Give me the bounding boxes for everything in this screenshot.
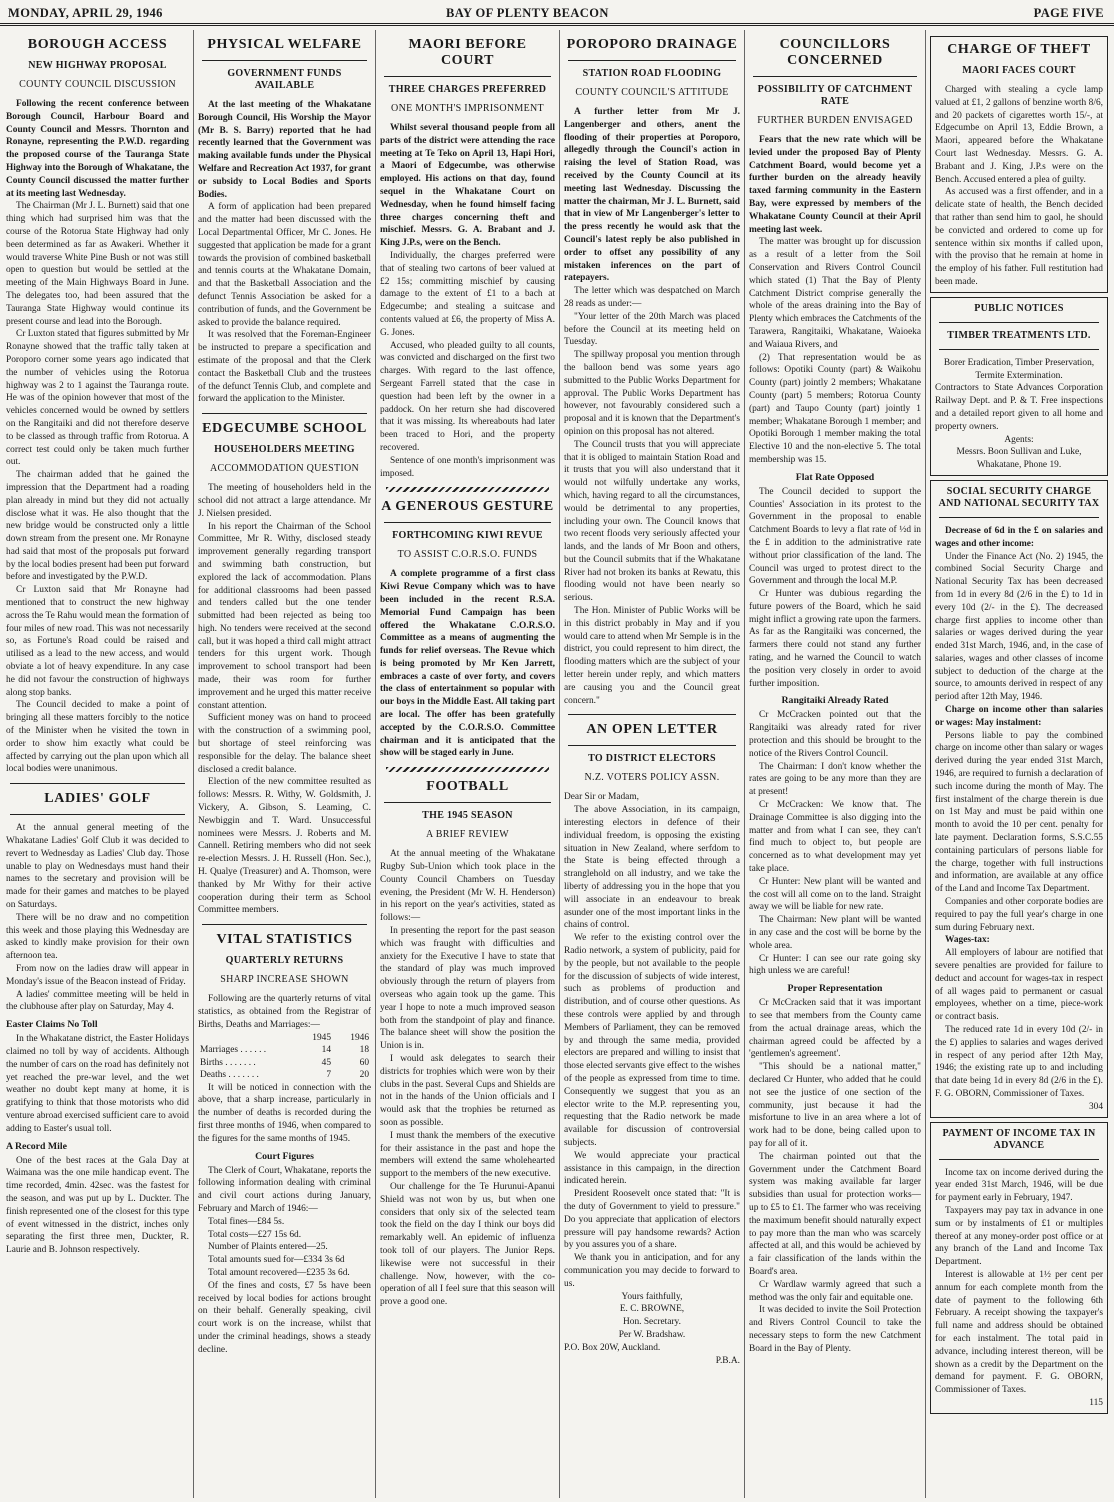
article-divider — [568, 745, 736, 746]
article-section-heading: Proper Representation — [787, 983, 883, 995]
article-headline: EDGECUMBE SCHOOL — [202, 421, 367, 437]
notice-paragraph: All employers of labour are notified that severe penalties are provided for failure to deduct and account for wages-tax in respect of all wages paid to permanent or casual employees, whether on a time, piece-work or contract basis. — [935, 948, 1103, 1023]
page-masthead — [0, 0, 1114, 26]
article-divider — [386, 487, 549, 492]
article-paragraph: The letter which was despatched on March 28 reads as under:— — [564, 286, 740, 309]
article-divider — [939, 517, 1099, 518]
article-paragraph: The Chairman: I don't know whether the rates are going to be any more than they are at present! — [749, 761, 921, 798]
article-paragraph: We would appreciate your practical assistance in this campaign, in the direction indicated herein. — [564, 1150, 740, 1187]
table-header-cell: 1945 — [312, 1032, 331, 1043]
article-lead: Fears that the new rate which will be levied under the proposed Bay of Plenty Catchment Board, would become yet a further burden on the already heavily taxed farming community in the Eastern Bay, were expressed by members of the Whakatane County Council at their April meeting last week. — [749, 135, 921, 235]
letter-signature: Per W. Bradshaw. — [618, 1329, 686, 1340]
article-lead: Following the recent conference between Borough Council, Harbour Board and County Council and Messrs. Thornton and Ronayne, representing the P.W.D. regarding the proposed course of the Tauranga State Highway into the Borough of Whakatane, the County Council discussed the matter further at its meeting last Wednesday. — [6, 99, 189, 199]
article-headline: BOROUGH ACCESS — [27, 37, 168, 52]
article-paragraph: "Your letter of the 20th March was placed before the Council at its meeting held on Tuesday. — [564, 311, 740, 348]
table-cell: 7 — [326, 1070, 331, 1081]
article-divider — [568, 714, 736, 715]
column-2 — [198, 32, 371, 1498]
table-cell: 18 — [359, 1045, 369, 1056]
notice-headline: PAYMENT OF INCOME TAX IN ADVANCE — [942, 1127, 1096, 1151]
advert-code: P.B.A. — [715, 1355, 740, 1366]
article-paragraph: Individually, the charges preferred were that of stealing two cartons of beer valued at £2 15s; committing mischief by causing damage to the extent of £1 to a bach at Edgecumbe; and stealing a suitcase and contents valued at £6, the property of Miss A. G. Jones. — [380, 250, 555, 338]
article-paragraph: Cr Luxton stated that figures submitted by Mr Ronayne showed that the traffic tally taken at Poroporo corner some years ago indicated that the number of vehicles using the Rotorua highway was 2 to 1 against the Tauranga route. He was of the opinion however that most of the vehicles concerned would be owned by settlers on the Rangitaiki and did not therefore deserve to be classed as through traffic from Rotorua. A correct test could only be taken much further out. — [6, 329, 189, 468]
article-paragraph: The Clerk of Court, Whakatane, reports the following information dealing with criminal and civil court actions during January, February and March of 1946:— — [198, 1165, 371, 1214]
article-divider — [202, 60, 367, 61]
column-rule — [744, 30, 745, 1498]
article-subheadline: NEW HIGHWAY PROPOSAL — [28, 60, 167, 71]
column-5 — [749, 32, 921, 1498]
article-headline: PHYSICAL WELFARE — [207, 37, 362, 52]
article-paragraph: From now on the ladies draw will appear in Monday's issue of the Beacon instead of Friday. — [6, 964, 189, 987]
article-paragraph: Election of the new committee resulted as follows: Messrs. R. Withy, W. Goldsmith, J. Vickery, A. Gibson, S. Leaming, C. Newbiggin and T. Ward. Unsuccessful nominees were Messrs. J. Roberts and M. Cannell. Retiring members who did not seek re-election Messrs. J. H. Russell (Hon. Sec.), H. Qualye (Treasurer) and A. Thomson, were thanked by Mr Withy for their active cooperation during their term as School Committee members. — [198, 777, 371, 916]
article-subheadline: THE 1945 SEASON — [422, 810, 513, 822]
table-cell: 20 — [359, 1070, 369, 1081]
article-paragraph: We refer to the existing control over the Radio network, a system of publicity, paid for by the people, but not available to the people for the discussion of subjects of wide interest, such as problems of production and distribution, and of course other questions. As these controls were applied by and through Members of Parliament, they can be removed by and through the same media, provided electors are prepared and willing to insist that those elected servants give effect to the wishes of the people as expressed from time to time. Consequently we suggest that you as an elector write to the M.P. representing you, requesting that the Radio network be made available for discussion of controversial subjects. — [564, 933, 740, 1148]
advert-text: Contractors to State Advances Corporation Railway Dept. and P. & T. Free inspections and a detailed report given to all home and property owners. — [935, 383, 1103, 432]
article-headline: Easter Claims No Toll — [6, 1019, 98, 1031]
article-paragraph: At the annual general meeting of the Whakatane Ladies' Golf Club it was decided to revert to Wednesday as Ladies' Club day. Those unable to play on Wednesdays must hand their names to the secretary and provision will be made for their games and matches to be played on Saturdays. — [6, 823, 189, 911]
advert-text: Borer Eradication, Timber Preservation, Termite Extermination. — [943, 357, 1095, 381]
article-paragraph: Total amounts sued for—£334 3s 6d — [208, 1255, 345, 1266]
article-section-heading: Flat Rate Opposed — [795, 471, 875, 483]
article-paragraph: Charged with stealing a cycle lamp valued at £1, 2 gallons of benzine worth 8/6, and 20 packets of cigarettes worth 15/-, at Edgecumbe on April 13, Eddie Brown, a Maori, appeared before the Whakatane Court last Wednesday. Messrs. G. A. Brabant and J. King, J.P.s were on the Bench. Accused entered a plea of guilty. — [935, 85, 1103, 185]
article-paragraph: Sufficient money was on hand to proceed with the construction of a swimming pool, but shortage of steel reinforcing was responsible for the delay. The balance sheet disclosed a credit balance. — [198, 713, 371, 775]
article-headline: MAORI BEFORE COURT — [408, 37, 527, 68]
article-subheadline: ONE MONTH'S IMPRISONMENT — [391, 103, 544, 114]
article-paragraph: I must thank the members of the executive for their assistance in the past and hope the members will extend the same wholehearted support to the members of the new executive. — [380, 1130, 555, 1180]
article-divider — [939, 322, 1099, 323]
article-paragraph: The Council trusts that you will appreciate that it is obliged to maintain Station Road and it trusts that you will also understand that it would not wilfully undertake any works, which, having regard to all the circumstances, would be detrimental to any properties, including your own. The Council knows that two recent floods very seriously affected your lands, and the lands of Mr Boon and others, but the Council submits that if the Whakatane River had not broken its banks at Rewatu, this flooding would not have been nearly so serious. — [564, 439, 740, 604]
table-row — [198, 1069, 371, 1082]
article-divider — [568, 60, 736, 61]
article-paragraph: Cr McCracken pointed out that the Rangitaiki was already rated for river protection and this should be brought to the notice of the Rivers Control Council. — [749, 710, 921, 759]
article-subheadline: STATION ROAD FLOODING — [582, 68, 722, 79]
issue-date: MONDAY, APRIL 29, 1946 — [8, 6, 163, 20]
vital-statistics-table — [198, 1032, 371, 1082]
article-paragraph: Of the fines and costs, £7 5s have been received by local bodies for actions brought on their behalf. Generally speaking, civil court work is on the increase, whilst that under the criminal headings, shows a steady decline. — [198, 1280, 371, 1355]
notice-paragraph: Under the Finance Act (No. 2) 1945, the combined Social Security Charge and National Security Tax has been decreased from 1d in every 8d (2/6 in the £) to 1d in every 10d (2/- in the £). The decreased charge first applies to income other than salaries or wages derived during the year ended 31st March, 1946, and, in the case of salaries, wages and other classes of income subject to deduction of the charge at the source, to amounts derived in respect of any period after 12th May, 1946. — [935, 551, 1103, 703]
article-paragraph: The matter was brought up for discussion as a result of a letter from the Soil Conservation and Rivers Control Council which stated (1) That the Bay of Plenty Catchment District comprise generally the whole of the areas draining into the Bay of Plenty which embraces the Catchments of the Tarawera, Rangitaiki, Whakatane, Waioeka and Waiaua Rivers, and — [749, 237, 921, 350]
article-paragraph: Cr Wardlaw warmly agreed that such a method was the only fair and equitable one. — [749, 1279, 921, 1303]
table-cell: Deaths . . . . . . . — [200, 1070, 259, 1081]
article-paragraph: The spillway proposal you mention through the balloon bend was some years ago submitted to the Public Works Department for approval. The Public Works Department has however, not favourably considered such a proposal and it is known that the Department's opinion on this proposal has not altered. — [564, 350, 740, 437]
table-cell: 45 — [321, 1057, 331, 1068]
column-rule — [375, 30, 376, 1498]
table-cell: 60 — [359, 1057, 369, 1068]
notice-box — [930, 36, 1108, 293]
article-paragraph: As accused was a first offender, and in a delicate state of health, the Bench decided that rather than send him to gaol, he should be convicted and ordered to come up for sentence within six months if called upon, with the proviso that he remain at home in the employ of his father. Full restitution had been made. — [935, 187, 1103, 287]
column-1 — [6, 32, 189, 1498]
article-subheadline: POSSIBILITY OF CATCHMENT RATE — [757, 84, 913, 107]
notice-box — [930, 297, 1108, 476]
notice-lead: Decrease of 6d in the £ on salaries and wages and other income: — [935, 525, 1103, 549]
article-subheadline: MAORI FACES COURT — [962, 65, 1076, 76]
article-paragraph: Cr McCracken said that it was important to see that members from the County came from the actual drainage areas, which the chairman agreed could be affected by a 'gentlemen's agreement'. — [749, 998, 921, 1060]
article-paragraph: "This should be a national matter," declared Cr Hunter, who added that he could not see the justice of one section of the community, just because it had the misfortune to live in an area where a lot of work had to be done, being called upon to pay for all of it. — [749, 1062, 921, 1149]
column-3 — [380, 32, 555, 1498]
notice-headline: SOCIAL SECURITY CHARGE AND NATIONAL SECURITY TAX — [938, 485, 1100, 509]
advert-code: 304 — [1088, 1101, 1103, 1112]
notice-paragraph: Interest is allowable at 1½ per cent per annum for each complete month from the date of payment to the following 6th February. A receipt showing the taxpayer's full name and address should be obtained for each instalment. The total paid in advance, including interest thereon, will be shown as a credit by the Department on the demand for payment. F. G. OBORN, Commissioner of Taxes. — [935, 1269, 1103, 1396]
article-paragraph: Following are the quarterly returns of vital statistics, as obtained from the Registrar of Births, Deaths and Marriages:— — [198, 994, 371, 1030]
article-paragraph: The Chairman: New plant will be wanted in any case and the cost will be borne by the whole area. — [749, 915, 921, 951]
article-subheadline: FURTHER BURDEN ENVISAGED — [757, 115, 913, 126]
article-divider — [939, 349, 1099, 350]
article-subheadline: FORTHCOMING KIWI REVUE — [392, 530, 543, 542]
article-subheadline: QUARTERLY RETURNS — [225, 955, 344, 967]
article-paragraph: In the Whakatane district, the Easter Holidays claimed no toll by way of accidents. Although the number of cars on the road has definitely not yet reached the pre-war level, and the wet weather no doubt kept many at home, it is gratifying to think that those motorists who did venture abroad exercised sufficient care to avoid adding to Easter's usual toll. — [6, 1034, 189, 1134]
column-rule — [925, 30, 926, 1498]
article-paragraph: The Council decided to make a point of bringing all these matters forcibly to the notice of the Minister when he visited the town in order to show him exactly what could be affected by carrying out the plan upon which all local bodies were unanimous. — [6, 700, 189, 775]
article-subheadline: HOUSEHOLDERS MEETING — [214, 444, 355, 456]
notice-paragraph: Persons liable to pay the combined charge on income other than salary or wages derived during the year ended 31st March, 1946, are required to furnish a declaration of such income during the month of May. The first instalment of the charge therein is due on 1st May and must be paid within one month to avoid the 10 per cent. penalty for late payment. Declaration forms, S.S.C.55 containing particulars of persons liable for the charge, together with full instructions and information, are available at any office of the Land and Income Tax Department. — [935, 730, 1103, 895]
article-paragraph: (2) That representation would be as follows: Opotiki County (part) & Waikohu County (part) jointly 2 members; Whakatane County (part) 5 members; Rotorua County (part) and Taupo County (part) jointly 1 member; Whakatane Borough 1 member; and Opotiki Borough 1 member making the total Elective 10 and the non-elective 5. The total membership was 15. — [749, 352, 921, 465]
letter-address: P.O. Box 20W, Auckland. — [564, 1342, 661, 1353]
notice-paragraph: Taxpayers may pay tax in advance in one sum or by instalments of £1 or multiples thereof at any money-order post office or at any branch of the Land and Income Tax Department. — [935, 1205, 1103, 1268]
article-paragraph: Our challenge for the Te Hurunui-Apanui Shield was not won by us, but when one considers that only six of the selected team took the field on the day I think our boys did remarkably well. An epidemic of influenza took toll of our players. The Junior Reps. likewise were not successful in their challenge. Now, however, with the co-operation of all I feel sure that this season will prove a good one. — [380, 1181, 555, 1308]
article-subheadline: GOVERNMENT FUNDS AVAILABLE — [227, 68, 342, 91]
article-paragraph: The chairman added that he gained the impression that the Department had a roading plan already in mind but they did not actually disclose what it was. He also thought that the new bridge would be constructed only a little down stream from the present one. Mr Ronayne had said that most of the proposals put forward by the local bodies present had been put forward before and investigated by the P.W.D. — [6, 470, 189, 583]
table-header-cell: 1946 — [350, 1032, 369, 1043]
article-paragraph: The meeting of householders held in the school did not attract a large attendance. Mr J. Nielsen presided. — [198, 483, 371, 519]
table-cell: Births . . . . . . . — [200, 1057, 256, 1068]
article-headline: CHARGE OF THEFT — [947, 42, 1091, 57]
article-paragraph: We thank you in anticipation, and for any communication you may decide to forward to us. — [564, 1253, 740, 1289]
article-paragraph: A ladies' committee meeting will be held in the clubhouse after play on Saturday, May 4. — [6, 989, 189, 1013]
newspaper-name: BAY OF PLENTY BEACON — [446, 6, 609, 20]
article-lead: A further letter from Mr J. Langenberger and others, anent the flooding of their properties at Poroporo, allegedly through the Council's action in raising the level of Station Road, was received by the County Council at its meeting last Wednesday. Discussing the matter the chairman, Mr J. L. Burnett, said that in view of Mr Langenberger's letter to the press recently he would ask that the Council's latest reply be also published in order to offset any possibility of any mistaken inferences on the part of ratepayers. — [564, 107, 740, 284]
article-paragraph: Total amount recovered—£235 3s 6d. — [208, 1267, 350, 1278]
article-headline: FOOTBALL — [426, 779, 509, 795]
article-paragraph: President Roosevelt once stated that: "It is the duty of Government to yield to pressure." Do you appreciate that application of electors pressure will pay handsome rewards? Action by you assures you of a share. — [564, 1189, 740, 1251]
table-row — [198, 1044, 371, 1057]
table-cell: 14 — [321, 1045, 331, 1056]
letter-signature: Hon. Secretary. — [623, 1317, 681, 1328]
article-lead: Whilst several thousand people from all parts of the district were attending the race meeting at Te Teko on April 13, Hapi Hori, a Maori of Edgecumbe, was otherwise employed. His actions on that day, found sequel in the Whakatane Court on Wednesday, when he found himself facing three charges concerning theft and mischief. Messrs. G. A. Brabant and J. King J.P.s, were on the Bench. — [380, 123, 555, 249]
article-lead: At the last meeting of the Whakatane Borough Council, His Worship the Mayor (Mr B. S. Barry) reported that he had recently learned that the Government was making available funds under the Physical Welfare and Recreation Act 1937, for grant or subsidy to Local Bodies and Sports Bodies. — [198, 100, 371, 200]
article-divider — [384, 802, 551, 803]
letter-signature: E. C. BROWNE, — [619, 1304, 685, 1315]
article-divider — [202, 413, 367, 414]
article-paragraph: Cr Hunter: I can see our rate going sky high unless we are careful! — [749, 953, 921, 977]
article-paragraph: Accused, who pleaded guilty to all counts, was convicted and discharged on the first two charges. With regard to the last offence, Sergeant Farrell stated that the case in question had been left by the owner in a paddock. On her return she had discovered that it was missing. Its whereabouts had later been traced to Hori, and the property recovered. — [380, 340, 555, 453]
article-section-heading: Rangitaiki Already Rated — [781, 695, 889, 707]
article-paragraph: It was resolved that the Foreman-Engineer be instructed to prepare a specification and estimate of the proposal and that the Clerk contact the Basketball Club and the trustees of the defunct Tennis Club, and complete and forward the application to the Minister. — [198, 330, 371, 405]
notices-heading: PUBLIC NOTICES — [974, 302, 1064, 314]
article-paragraph: There will be no draw and no competition this week and those playing this Wednesday are asked to kindly make provision for their own afternoon tea. — [6, 912, 189, 962]
article-paragraph: It will be noticed in connection with the above, that a sharp increase, particularly in the number of deaths is recorded during the first three months of 1946, when compared to the figures for the same months of 1945. — [198, 1082, 371, 1144]
article-paragraph: Sentence of one month's imprisonment was imposed. — [380, 455, 555, 479]
letter-signoff: Yours faithfully, — [621, 1291, 683, 1302]
article-paragraph: At the annual meeting of the Whakatane Rugby Sub-Union which took place in the County Council Chambers on Tuesday evening, the President (Mr W. H. Henderson) in his report on the year's activities, stated as follows:— — [380, 849, 555, 924]
article-paragraph: I would ask delegates to search their districts for trophies which were won by their clubs in the past. Several Cups and Shields are not in the hands of the Union officials and I would ask that the trophies be returned as soon as possible. — [380, 1054, 555, 1128]
article-paragraph: A form of application had been prepared and the matter had been discussed with the Local Departmental Officer, Mr C. Jones. He suggested that application be made for a grant towards the provision of combined basketball and tennis courts at the Whakatane Domain, and that the Basketball Association and the defunct Tennis Association be asked for a contribution of funds, and the Government be asked to provide the balance required. — [198, 202, 371, 328]
column-rule — [559, 30, 560, 1498]
article-paragraph: Cr Luxton said that Mr Ronayne had mentioned that to construct the new highway across the Te Rahu would mean the formation of four miles of new road. This was not necessarily so, as Fortune's Road could be raised and utilised as a lead to the new access, and would obviate a lot of heavy expenditure. In any case he did not favour the construction of highways along stop banks. — [6, 585, 189, 698]
article-paragraph: The Chairman (Mr J. L. Burnett) said that one thing which had surprised him was that the course of the Rotorua State Highway had only been determined as far as Awakeri. Whether it would traverse White Pine Bush or not was still open to question but would be settled at the meeting of the Main Highways Board in June. The delegates too, had been assured that the Tauranga State Highway would continue its present course and lead into the Borough. — [6, 201, 189, 327]
column-4 — [564, 32, 740, 1498]
article-headline: A GENEROUS GESTURE — [381, 499, 554, 515]
article-divider — [939, 1159, 1099, 1160]
column-6 — [930, 32, 1108, 1498]
article-headline: VITAL STATISTICS — [216, 932, 353, 948]
article-headline: AN OPEN LETTER — [586, 722, 718, 738]
letter-salutation: Dear Sir or Madam, — [564, 792, 639, 803]
article-subheadline: COUNTY COUNCIL DISCUSSION — [19, 79, 176, 90]
article-paragraph: Total costs—£27 15s 6d. — [208, 1229, 302, 1240]
article-headline: POROPORO DRAINAGE — [566, 37, 738, 52]
advert-firm-name: TIMBER TREATMENTS LTD. — [947, 329, 1091, 341]
article-divider — [202, 924, 367, 925]
article-subheadline: TO DISTRICT ELECTORS — [588, 753, 716, 765]
article-paragraph: The Hon. Minister of Public Works will be in this district probably in May and if you would care to attend when Mr Semple is in the district, you could represent to him direct, the flooding matters which are the subject of your letter herein under reply, and which matters are causing you and the Council great concern." — [564, 606, 740, 706]
page-number: PAGE FIVE — [1033, 6, 1104, 20]
table-header-row — [198, 1032, 371, 1045]
table-row — [198, 1057, 371, 1070]
notice-box — [930, 480, 1108, 1118]
article-paragraph: The chairman pointed out that the Government under the Catchment Board system was making available far larger subsidies than usual for protection works—up to £5 to £1. The farmer who was receiving the maximum benefit should naturally expect to pay more than the man who was scarcely affected at all, and this would be achieved by a fair classification of the lands within the Board's area. — [749, 1151, 921, 1277]
article-paragraph: Cr Hunter: New plant will be wanted and the cost will all come on to the land. Straight away we will be liable for new rate. — [749, 876, 921, 913]
article-divider — [753, 76, 917, 77]
article-subheadline: ACCOMMODATION QUESTION — [209, 463, 360, 475]
article-lead: A complete programme of a first class Kiwi Revue Company which was to have been included in the recent R.S.A. Memorial Fund Campaign has been offered the Whakatane C.O.R.S.O. Committee as a means of augmenting the funds for relief overseas. The Revue which is being promoted by Mr Ken Jarrett, embraces a caste of over forty, and covers the class of entertainment so popular with our boys in the Middle East. All taking part are local. The offer has been gratefully accepted by the C.O.R.S.O. Committee chairman and it is anticipated that the show will be staged early in June. — [380, 569, 555, 759]
article-section-heading: Court Figures — [255, 1150, 314, 1162]
article-paragraph: Cr Hunter was dubious regarding the future powers of the Board, which he said might inflict a growing rate upon the farmers. As far as the Rangitaiki was concerned, the farmers there could not stand any further rating, and he warned the Council to watch the position very closely in order to avoid further imposition. — [749, 589, 921, 689]
article-headline: COUNCILLORS CONCERNED — [779, 37, 891, 68]
article-subheadline: THREE CHARGES PREFERRED — [388, 84, 547, 95]
article-divider — [384, 76, 551, 77]
article-paragraph: One of the best races at the Gala Day at Waimana was the one mile handicap event. The time recorded, 4min. 42sec. was the fastest for the season, and was put up by L. Duckter. The finish represented one of the closest for this type of event witnessed in the district, inches only separating the first three men, Duckter, R. Laurie and B. Johnson respectively. — [6, 1155, 189, 1256]
article-subheadline: TO ASSIST C.O.R.S.O. FUNDS — [397, 549, 538, 561]
article-subheadline: COUNTY COUNCIL'S ATTITUDE — [575, 87, 729, 98]
notice-paragraph: Income tax on income derived during the year ended 31st March, 1946, will be due for payment early in February, 1947. — [935, 1167, 1103, 1204]
article-paragraph: Number of Plaints entered—25. — [208, 1242, 328, 1253]
advert-text: Messrs. Boon Sullivan and Luke, Whakatane, Phone 19. — [956, 447, 1082, 471]
article-paragraph: The above Association, in its campaign, interesting electors in defence of their individual freedom, is opposing the existing situation in New Zealand, where serfdom to the State is being effected through a stranglehold on all industry, and we take the liberty of addressing you in the hope that you will associate in an endeavour to break asunder one of the most important links in the chains of control. — [564, 805, 740, 931]
article-paragraph: It was decided to invite the Soil Protection and Rivers Control Council to take the necessary steps to form the new Catchment Board in the Bay of Plenty. — [749, 1305, 921, 1354]
article-paragraph: In his report the Chairman of the School Committee, Mr R. Withy, disclosed steady improvement generally regarding transport and swimming bath construction, but explored the lack of accommodation. Plans for additional classrooms had been passed and tenders called but the one tender submitted had been rejected as being too high. No tenders were received at the second call, but it was hoped a third call might attract tenders for this urgent work. Though improvement to school transport had been made, their was room for further improvement and he urged this matter receive constant attention. — [198, 521, 371, 711]
article-divider — [384, 522, 551, 523]
table-header-cell — [198, 1032, 295, 1045]
notice-paragraph: Companies and other corporate bodies are required to pay the full year's charge in one sum during February next. — [935, 897, 1104, 933]
notice-box — [930, 1122, 1108, 1414]
table-cell: Marriages . . . . . . — [200, 1045, 267, 1056]
notice-paragraph: The reduced rate 1d in every 10d (2/- in the £) applies to salaries and wages derived in respect of any period after 12th May, 1946; the existing rate up to and including that date being 1d in every 8d (2/6 in the £). F. G. OBORN, Commissioner of Taxes. — [935, 1025, 1103, 1099]
article-paragraph: The Council decided to support the Counties' Association in its protest to the Government in the proposal to enable Catchment Boards to levy a flat rate of ½d in the £ in addition to the administrative rate without prior classification of the land. The Council was urged to protest direct to the Government and through the local M.P. — [749, 486, 921, 587]
advert-text: Agents: — [1004, 434, 1034, 445]
notice-subheading: Wages-tax: — [945, 935, 990, 946]
article-subheadline: SHARP INCREASE SHOWN — [220, 974, 349, 986]
article-paragraph: In presenting the report for the past season which was fraught with difficulties and anxiety for the Executive I have to state that the standard of play was much improved obviously through the return of players from overseas who again took up the game. This year I hope to note a much improved season both from the standpoint of play and finance. The balance sheet will show the position the Union is in. — [380, 926, 555, 1052]
article-headline: A Record Mile — [6, 1140, 67, 1152]
article-subheadline: N.Z. VOTERS POLICY ASSN. — [584, 772, 720, 784]
article-divider — [386, 767, 549, 772]
article-subheadline: A BRIEF REVIEW — [425, 829, 510, 841]
article-divider — [10, 814, 185, 815]
advert-code: 115 — [1089, 1397, 1103, 1408]
column-rule — [193, 30, 194, 1498]
notice-subheading: Charge on income other than salaries or wages: May instalment: — [935, 705, 1103, 728]
article-paragraph: Cr McCracken: We know that. The Drainage Committee is also digging into the matter and from what I can see, they can't find much to object to, but people are concerned as to what development may yet take place. — [749, 800, 921, 875]
article-headline: LADIES' GOLF — [44, 791, 151, 807]
article-divider — [10, 783, 185, 784]
article-paragraph: Total fines—£84 5s. — [208, 1216, 285, 1227]
